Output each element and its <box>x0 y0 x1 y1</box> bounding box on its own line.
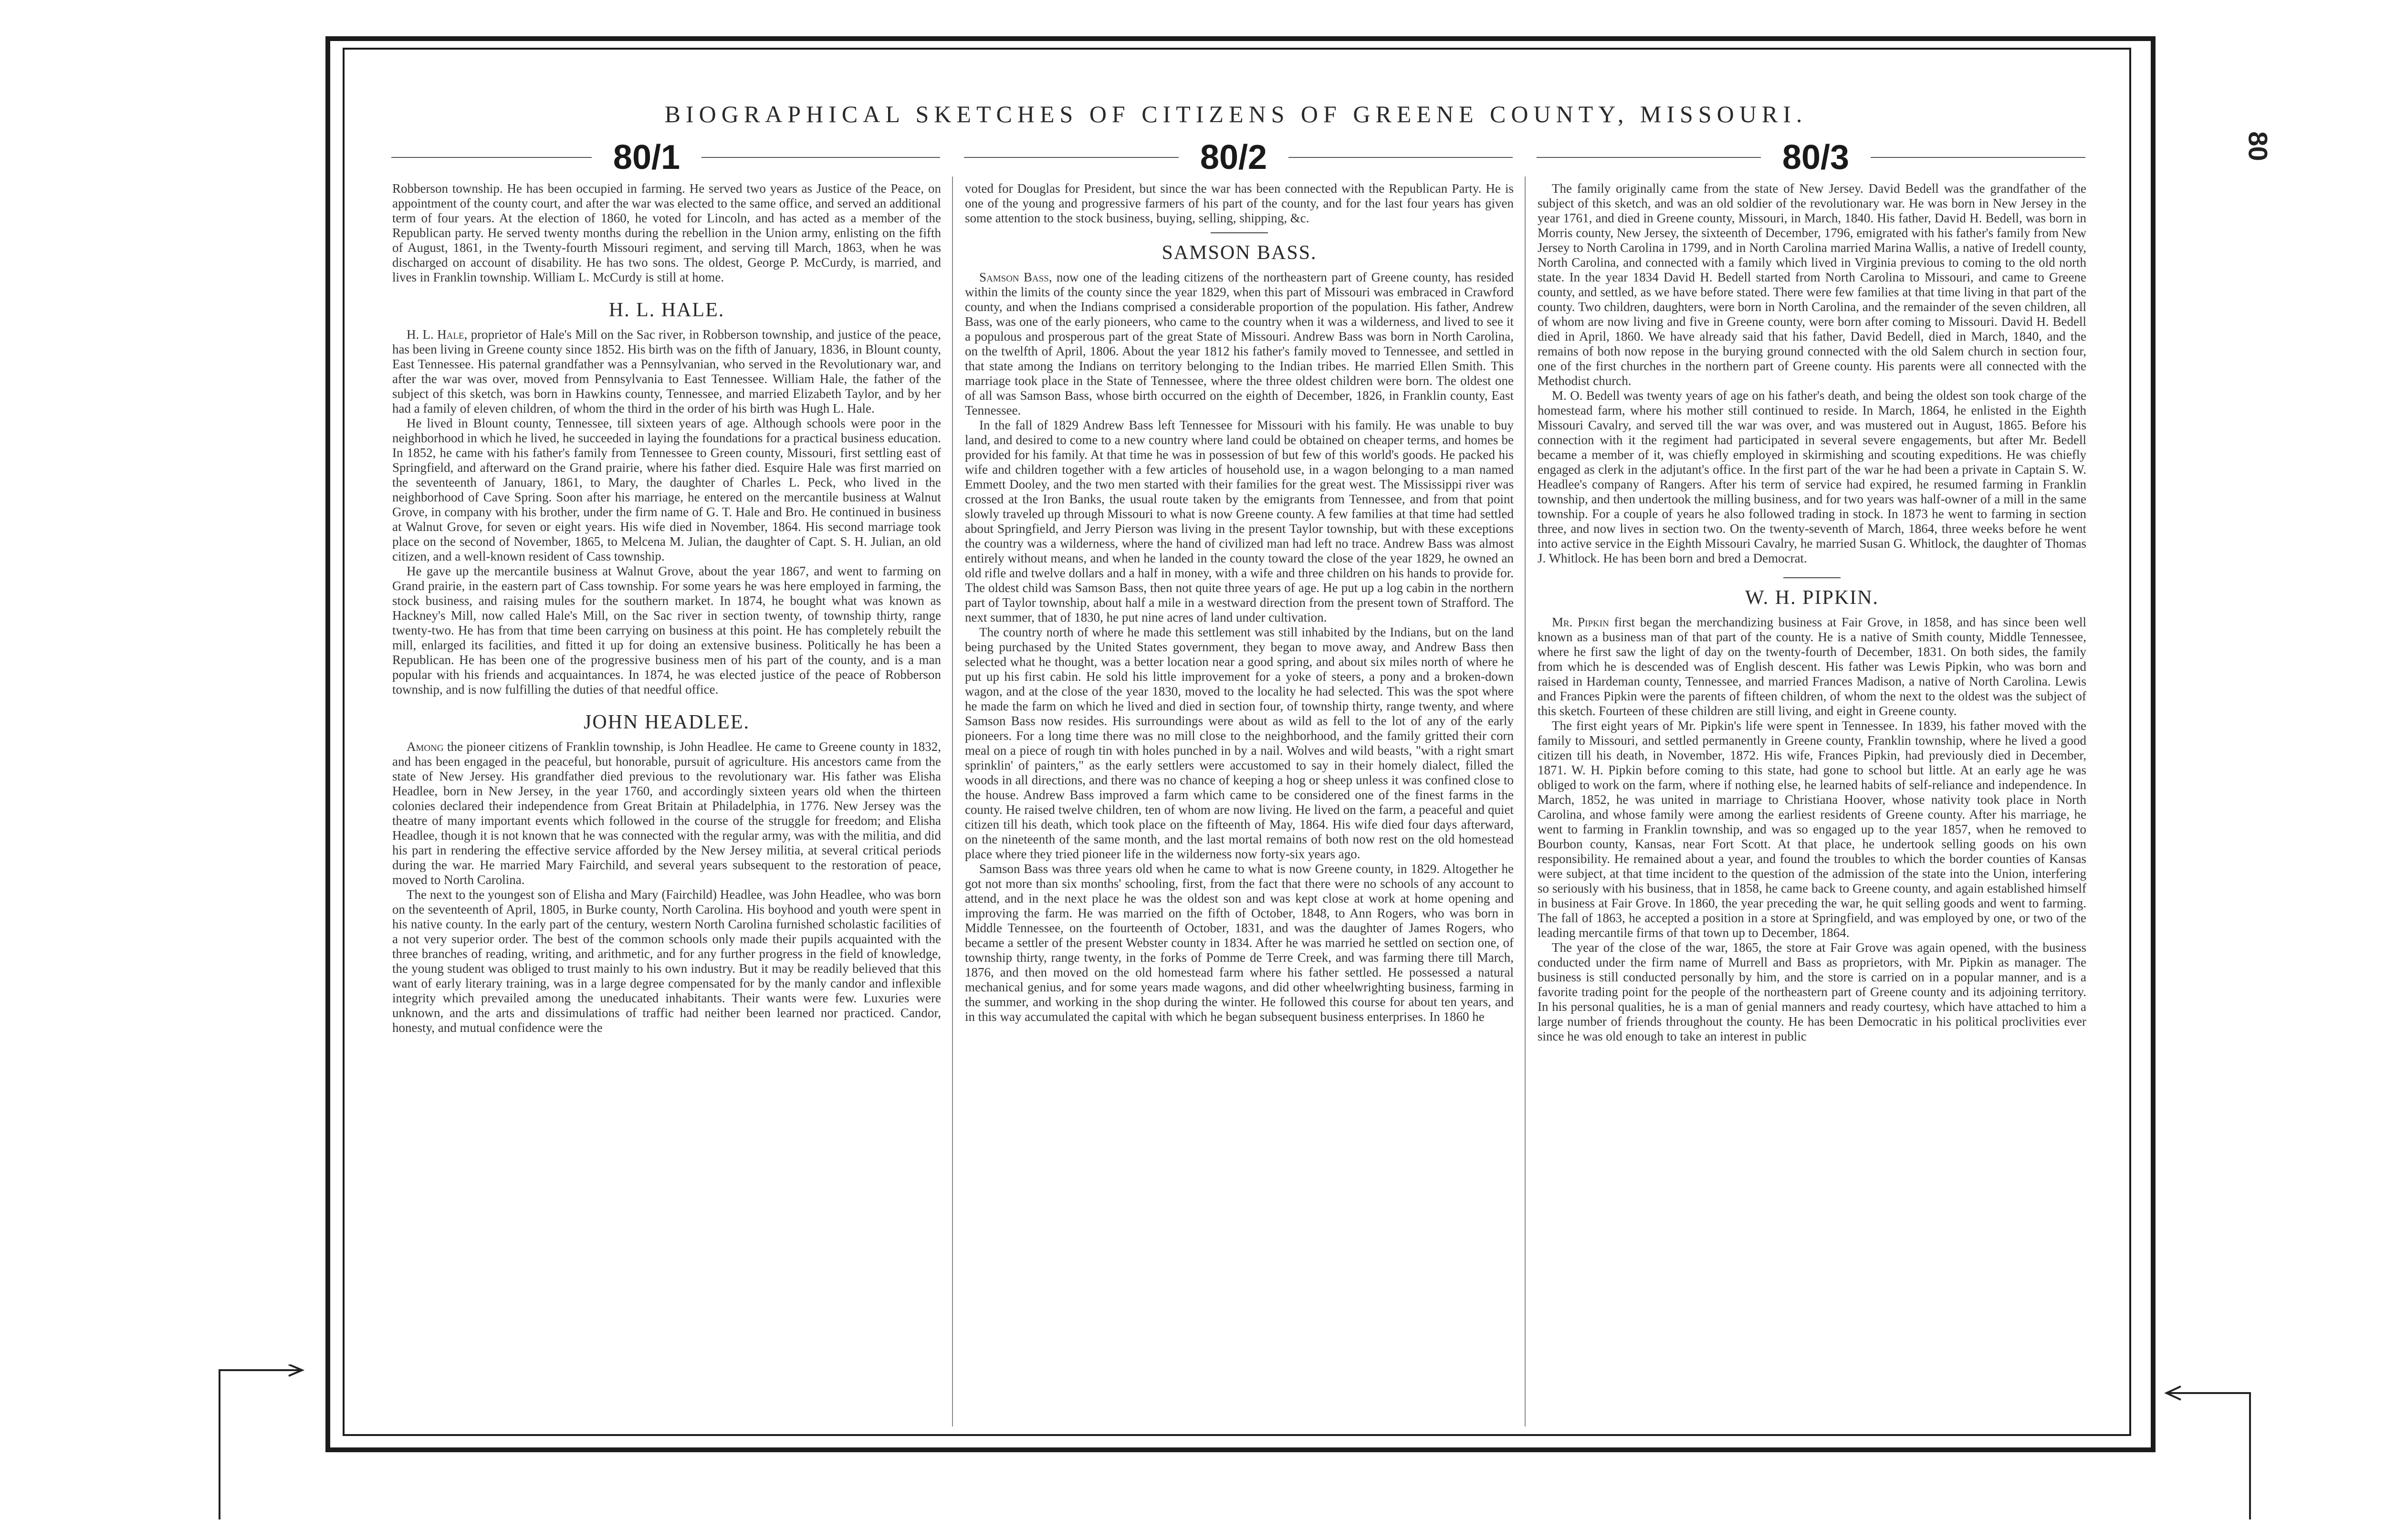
section-rule <box>1211 232 1268 233</box>
header-rule <box>1537 157 1761 158</box>
pipkin-heading: W. H. PIPKIN. <box>1745 587 1879 609</box>
column-header-1 <box>391 136 940 179</box>
headlee-lead: Among <box>407 739 444 754</box>
bass-lead: Samson Bass, <box>979 270 1052 284</box>
column-1 <box>392 181 941 1422</box>
bass-paragraph-3: The country north of where he made this settlement was still inhabited by the Indians, but on the land being purchased by the United States government, they began to move away, and Andrew Bass then selected what he thought, was a better location near a good spring, and about six miles north of where he put up his first cabin. He sold his little improvement for a yoke of steers, a pony and a broken-down wagon, and at the close of the year 1830, moved to the locality he had selected. This was the spot where he made the farm on which he lived and died in section four, of township thirty, range twenty, and where Samson Bass now resides. His surroundings were about as wild as fell to the lot of any of the early pioneers. For a long time there was no mill close to the neighborhood, and the family gritted their corn meal on a piece of rough tin with holes punched in by a nail. Wolves and wild beasts, "with a right smart sprinklin' of painters," as the early settlers were accustomed to say in their homely dialect, filled the woods in all directions, and there was no chance of keeping a hog or sheep unless it was confined close to the house. Andrew Bass improved a farm which came to be considered one of the finest farms in the county. He raised twelve children, ten of whom are now living. He lived on the farm, a peaceful and quiet citizen till his death, which took place on the fifteenth of May, 1864. His wife died four days afterward, on the nineteenth of the same month, and the last mortal remains of both now rest on the old homestead place where they tried pioneer life in the wilderness now forty-six years ago. <box>965 625 1514 861</box>
pipkin-text-1: first began the merchandizing business at Fair Grove, in 1858, and has since been well known as a business man of that part of the county. He is a native of Smith county, Middle Tennessee, where he first saw the light of day on the twenty-fourth of December, 1831. On both sides, the family from which he is descended was of English descent. His father was Lewis Pipkin, who was born and raised in Hardeman county, Tennessee, and married Frances Madison, a native of North Carolina. Lewis and Frances Pipkin were the parents of fifteen children, of whom the next to the oldest was the subject of this sketch. Fourteen of these children are still living, and eight in Greene county. <box>1538 615 2086 718</box>
section-rule <box>1783 577 1841 578</box>
hale-paragraph-1 <box>392 327 941 416</box>
mccurdy-continuation: Robberson township. He has been occupied in farming. He served two years as Justice of the Peace, on appointment of the county court, and after the war was elected to the same office, and served an additional term of four years. At the election of 1860, he voted for Lincoln, and has acted as a member of the Republican party. He served twenty months during the rebellion in the Union army, enlisting on the fifth of August, 1861, in the Twenty-fourth Missouri regiment, and serving till March, 1863, when he was discharged on account of disability. He has two sons. The oldest, George P. McCurdy, is married, and lives in Franklin township. William L. McCurdy is still at home. <box>392 181 941 284</box>
column-3 <box>1538 181 2086 1422</box>
hale-lead: H. L. Hale, <box>407 327 468 342</box>
column-header-3 <box>1537 136 2085 179</box>
bass-paragraph-4: Samson Bass was three years old when he came to what is now Greene county, in 1829. Altogether he got not more than six months' schooling, first, from the fact that there were no schools of any account to attend, and in the next place he was the oldest son and was kept close at work at home opening and improving the farm. He was married on the fifth of October, 1848, to Ann Rogers, who was born in Middle Tennessee, on the fourteenth of October, 1831, and was the daughter of James Rogers, who became a settler of the present Webster county in 1834. After he was married he settled on section one, of township thirty, range twenty, in the forks of Pomme de Terre Creek, and was farming there till March, 1876, and then moved on the old homestead farm where his father settled. He possessed a natural mechanical genius, and for some years made wagons, and did other wheelwrighting business, farming in the summer, and working in the shop during the winter. He followed this course for about ten years, and in this way accumulated the capital with which he began subsequent business enterprises. In 1860 he <box>965 862 1514 1024</box>
page-title: BIOGRAPHICAL SKETCHES OF CITIZENS OF GREENE COUNTY, MISSOURI. <box>664 101 1808 127</box>
crop-mark-right-icon <box>2157 1379 2252 1522</box>
hale-text-1: proprietor of Hale's Mill on the Sac river, in Robberson township, and justice of the peace, has been living in Greene county since 1852. His birth was on the fifth of January, 1836, in Blount county, East Tennessee. His paternal grandfather was a Pennsylvanian, who served in the Revolutionary war, and after the war was over, moved from Pennsylvania to East Tennessee. William Hale, the father of the subject of this sketch, was born in Hawkins county, Tennessee, and married Elizabeth Taylor, and by her had a family of eleven children, of whom the third in the order of his birth was Hugh L. Hale. <box>392 327 941 416</box>
column-number-1: 80/1 <box>613 138 680 177</box>
column-divider <box>952 177 953 1426</box>
headlee-text-1: the pioneer citizens of Franklin township, is John Headlee. He came to Greene county in 1832, and has been engaged in the peaceful, but honorable, pursuit of agriculture. His ancestors came from the state of New Jersey. His grandfather died previous to the revolutionary war. His father was Elisha Headlee, born in New Jersey, in the year 1760, and accordingly sixteen years old when the thirteen colonies declared their independence from Great Britain at Philadelphia, in 1776. New Jersey was the theatre of many important events which followed in the course of the struggle for freedom; and Elisha Headlee, though it is not known that he was connected with the regular army, was with the militia, and did his part in rendering the effective service afforded by the New Jersey militia, at several critical periods during the war. He married Mary Fairchild, and several years subsequent to the restoration of peace, moved to North Carolina. <box>392 739 941 887</box>
column-divider <box>1525 177 1526 1426</box>
bass-paragraph-2: In the fall of 1829 Andrew Bass left Tennessee for Missouri with his family. He was unable to buy land, and desired to come to a new country where land could be obtained on cheaper terms, and homes be provided for his family. At that time he was in possession of but few of this world's goods. He packed his wife and children together with a few articles of household use, in a wagon belonging to a man named Emmett Dooley, and the two men started with their families for the great west. The Mississippi river was crossed at the Iron Banks, the usual route taken by the emigrants from Tennessee, and from that point slowly traveled up through Missouri to what is now Greene county. A few families at that time had settled about Springfield, and Jerry Pierson was living in the present Taylor township, but with these exceptions the country was a wilderness, where the hand of civilized man had left no trace. Andrew Bass was almost entirely without means, and when he landed in the county toward the close of the year 1829, he owned an old rifle and twelve dollars and a half in money, with a wife and three children on his hands to provide for. The oldest child was Samson Bass, then not quite three years of age. He put up a log cabin in the northern part of Taylor township, about half a mile in a westward direction from the present town of Strafford. The next summer, that of 1830, he put nine acres of land under cultivation. <box>965 418 1514 624</box>
pipkin-lead: Mr. Pipkin <box>1552 615 1609 629</box>
header-rule <box>701 157 940 158</box>
hale-paragraph-2: He lived in Blount county, Tennessee, till sixteen years of age. Although schools were poor in the neighborhood in which he lived, he succeeded in laying the foundations for a practical business education. In 1852, he came with his father's family from Tennessee to Green county, Missouri, first settling east of Springfield, and afterward on the Grand prairie, where his father died. Esquire Hale was first married on the seventeenth of January, 1861, to Mary, the daughter of Charles L. Peck, who lived in the neighborhood of Cave Spring. Soon after his marriage, he entered on the mercantile business at Walnut Grove, in company with his brother, under the firm name of G. T. Hale and Bro. He continued in business at Walnut Grove, for seven or eight years. His wife died in November, 1864. His second marriage took place on the second of November, 1865, to Melcena M. Julian, the daughter of Capt. S. H. Julian, an old citizen, and a well-known resident of Cass township. <box>392 416 941 563</box>
column-2 <box>965 181 1514 1422</box>
header-rule <box>1288 157 1513 158</box>
headlee-paragraph-2: The next to the youngest son of Elisha and Mary (Fairchild) Headlee, was John Headlee, who was born on the seventeenth of April, 1805, in Burke county, North Carolina. His boyhood and youth were spent in his native county. In the early part of the century, western North Carolina furnished scholastic facilities of a not very superior order. The best of the common schools only made their pupils acquainted with the three branches of reading, writing, and arithmetic, and for any further progress in the field of knowledge, the young student was obliged to trust mainly to his own industry. But it may be readily believed that this want of early literary training, was in a large degree compensated for by the manly candor and inflexible integrity which prevailed among the uneducated inhabitants. Their wants were few. Luxuries were unknown, and the arts and dissimulations of traffic had neither been learned nor practiced. Candor, honesty, and mutual confidence were the <box>392 887 941 1035</box>
page-number-tab: 80 <box>2243 131 2273 161</box>
bedell-paragraph-1: The family originally came from the state of New Jersey. David Bedell was the grandfather of the subject of this sketch, and was an old soldier of the revolutionary war. He was born in New Jersey in the year 1761, and died in Greene county, Missouri, in March, 1840. His father, David H. Bedell, was born in Morris county, New Jersey, the sixteenth of December, 1796, emigrated with his father's family from New Jersey to North Carolina in 1799, and in North Carolina married Marina Wallis, a native of Iredell county, North Carolina, and connected with a family which lived in Virginia previous to coming to the old north state. In the year 1834 David H. Bedell started from North Carolina to Missouri, and came to Greene county, and settled, as we have before stated. There were few families at that time living in that part of the county. Two children, daughters, were born in North Carolina, and the remainder of the seven children, all of whom are now living and five in Greene county, were born after coming to Missouri. David H. Bedell died in April, 1860. We have already said that his father, David Bedell, died in March, 1840, and the remains of both now repose in the burying ground connected with the old Salem church in section four, one of the first churches in the northern part of Greene county. His parents were all connected with the Methodist church. <box>1538 181 2086 388</box>
header-rule <box>391 157 592 158</box>
column-header-2 <box>964 136 1513 179</box>
column-number-2: 80/2 <box>1200 138 1267 177</box>
crop-mark-left-icon <box>217 1364 313 1522</box>
pipkin-paragraph-3: The year of the close of the war, 1865, the store at Fair Grove was again opened, with the business conducted under the firm name of Murrell and Bass as proprietors, with Mr. Pipkin as manager. The business is still conducted personally by him, and the store is carried on in a popular manner, and is a favorite trading point for the people of the northeastern part of Greene county and its adjoining territory. In his personal qualities, he is a man of genial manners and ready courtesy, which have attached to him a large number of friends throughout the county. He has been Democratic in his political proclivities ever since he was old enough to take an interest in public <box>1538 940 2086 1043</box>
headlee-paragraph-1 <box>392 739 941 887</box>
pipkin-paragraph-1 <box>1538 615 2086 718</box>
column-number-3: 80/3 <box>1782 138 1850 177</box>
bass-paragraph-1 <box>965 270 1514 418</box>
header-rule <box>1871 157 2085 158</box>
pipkin-paragraph-2: The first eight years of Mr. Pipkin's life were spent in Tennessee. In 1839, his father moved with the family to Missouri, and settled permanently in Greene county, Franklin township, where he lived a good citizen till his death, in November, 1872. His wife, Frances Pipkin, had previously died in December, 1871. W. H. Pipkin before coming to this state, had gone to school but little. At an early age he was obliged to work on the farm, where if nothing else, he learned habits of self-reliance and independence. In March, 1852, he was united in marriage to Christiana Hoover, whose nativity took place in North Carolina, and whose family were among the earliest residents of Greene county. After his marriage, he went to farming in Franklin township, and was so engaged up to the year 1857, when he removed to Bourbon county, Kansas, near Fort Scott. At that place, he undertook selling goods on his own responsibility. He remained about a year, and found the troubles to which the border counties of Kansas were subject, at that time incident to the question of the admission of the state into the Union, interfering so seriously with his business, that in 1858, he came back to Greene county, and again established himself in business at Fair Grove. In 1860, the year preceding the war, he quit selling goods and went to farming. The fall of 1863, he accepted a position in a store at Springfield, and was employed by one, or two of the leading mercantile firms of that town up to December, 1864. <box>1538 718 2086 940</box>
bedell-paragraph-2: M. O. Bedell was twenty years of age on his father's death, and being the oldest son took charge of the homestead farm, where his mother still continued to reside. In March, 1864, he enlisted in the Eighth Missouri Cavalry, and served till the war was over, and was mustered out in August, 1865. Before his connection with it the regiment had participated in several severe engagements, but after Mr. Bedell became a member of it, was chiefly employed in skirmishing and scouting expeditions. He was chiefly engaged as clerk in the adjutant's office. In the first part of the war he had been a private in Captain S. W. Headlee's company of Rangers. After his term of service had expired, he resumed farming in Franklin township, and then undertook the milling business, and for two years was half-owner of a mill in the same township. For a couple of years he also followed trading in stock. In 1873 he went to farming in section three, and now lives in section two. On the twenty-seventh of March, 1864, three weeks before he went into active service in the Eighth Missouri Cavalry, he married Susan G. Whitlock, the daughter of Thomas J. Whitlock. He has been born and bred a Democrat. <box>1538 388 2086 565</box>
hale-paragraph-3: He gave up the mercantile business at Walnut Grove, about the year 1867, and went to farming on Grand prairie, in the eastern part of Cass township. For some years he was here employed in farming, the stock business, and raising mules for the southern market. In 1874, he bought what was known as Hackney's Mill, now called Hale's Mill, on the Sac river in section twenty, of township thirty, range twenty-two. He has from that time been carrying on business at this point. He has completely rebuilt the mill, enlarged its facilities, and fitted it up for doing an extensive business. Politically he has been a Republican. He has been one of the progressive business men of his part of the county, and is a man popular with his friends and acquaintances. In 1874, he was elected justice of the peace of Robberson township, and is now fulfilling the duties of that needful office. <box>392 564 941 697</box>
hale-heading: H. L. HALE. <box>608 299 725 321</box>
headlee-heading: JOHN HEADLEE. <box>584 711 750 733</box>
bass-heading: SAMSON BASS. <box>1162 242 1317 264</box>
bass-text-1: now one of the leading citizens of the northeastern part of Greene county, has resided within the limits of the county since the year 1829, when this part of Missouri was embraced in Crawford county, and when the Indians comprised a considerable proportion of the population. His father, Andrew Bass, was one of the early pioneers, who came to the country when it was a wilderness, and lived to see it a populous and prosperous part of the great State of Missouri. Andrew Bass was born in North Carolina, on the twelfth of April, 1806. About the year 1812 his father's family moved to Tennessee, and settled in that state among the Indians on territory belonging to the Indian tribes. He married Ellen Smith. This marriage took place in the State of Tennessee, where the three oldest children were born. The oldest one of all was Samson Bass, whose birth occurred on the eighth of December, 1826, in Franklin county, East Tennessee. <box>965 270 1514 417</box>
header-rule <box>964 157 1179 158</box>
prior-sketch-continuation: voted for Douglas for President, but since the war has been connected with the Republican Party. He is one of the young and progressive farmers of his part of the county, and for the last four years has given some attention to the stock business, buying, selling, shipping, &c. <box>965 181 1514 225</box>
